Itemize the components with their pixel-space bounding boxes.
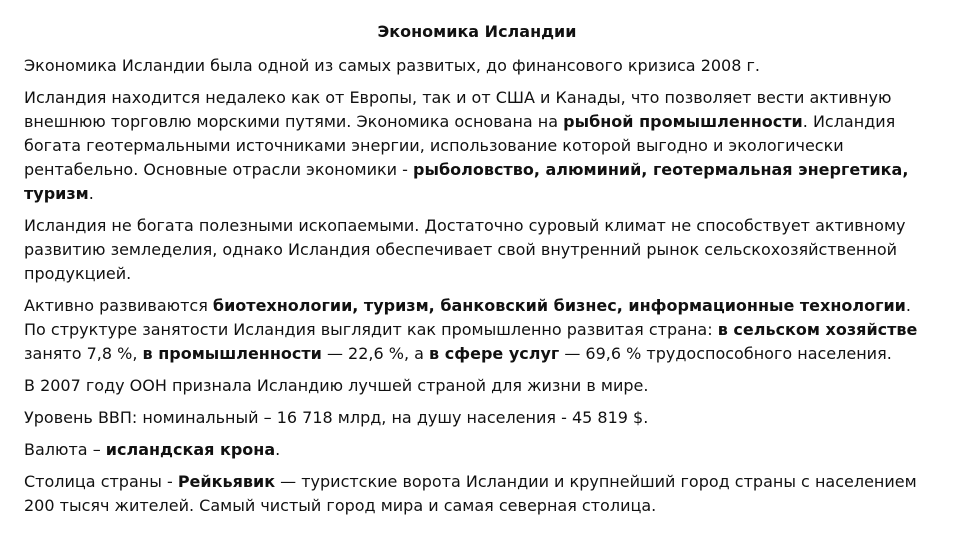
paragraph <box>24 86 930 206</box>
bold-text: рыбной промышленности <box>563 112 803 131</box>
text-run: Исландия не богата полезными ископаемыми. Достаточно суровый климат не способствует активному развитию земледелия, однако Исландия обеспечивает свой внутренний рынок сельскохозяйственной продукцией. <box>24 216 906 283</box>
text-run: — 22,6 %, а <box>321 344 430 363</box>
text-run: Активно развиваются <box>24 296 213 315</box>
text-run: Экономика Исландии была одной из самых развитых, до финансового кризиса 2008 г. <box>24 56 760 75</box>
text-run: Валюта – <box>24 440 106 459</box>
paragraph <box>24 54 930 78</box>
paragraph <box>24 406 930 430</box>
paragraph <box>24 438 930 462</box>
text-run: — туристские ворота Исландии и крупнейший город страны с населением 200 тысяч жителей. Самый чистый город мира и самая северная столица. <box>24 472 917 515</box>
paragraph <box>24 214 930 286</box>
text-run: Столица страны - <box>24 472 178 491</box>
text-run: . Исландия богата геотермальными источниками энергии, использование которой выгодно и экологически рентабельно. Основные отрасли экономики - <box>24 112 896 179</box>
paragraph <box>24 470 930 518</box>
bold-text: в сельском хозяйстве <box>717 320 918 339</box>
text-run: Уровень ВВП: номинальный – 16 718 млрд, на душу населения - 45 819 $. <box>24 408 649 427</box>
page-title: Экономика Исландии <box>377 22 577 41</box>
text-run: . <box>88 184 94 203</box>
bold-text: в промышленности <box>142 344 322 363</box>
text-run: — 69,6 % трудоспособного населения. <box>559 344 892 363</box>
text-run: занято 7,8 %, <box>24 344 143 363</box>
document-body <box>24 54 930 518</box>
bold-text: исландская крона <box>105 440 276 459</box>
bold-text: в сфере услуг <box>429 344 560 363</box>
bold-text: рыболовство, алюминий, геотермальная энергетика, туризм <box>24 160 909 203</box>
text-run: Исландия находится недалеко как от Европы, так и от США и Канады, что позволяет вести активную внешнюю торговлю морскими путями. Экономика основана на <box>24 88 892 131</box>
text-run: . По структуре занятости Исландия выглядит как промышленно развитая страна: <box>24 296 911 339</box>
paragraph <box>24 294 930 366</box>
text-run: . <box>275 440 281 459</box>
paragraph <box>24 374 930 398</box>
bold-text: биотехнологии, туризм, банковский бизнес, информационные технологии <box>212 296 906 315</box>
bold-text: Рейкьявик <box>177 472 276 491</box>
text-run: В 2007 году ООН признала Исландию лучшей страной для жизни в мире. <box>24 376 649 395</box>
